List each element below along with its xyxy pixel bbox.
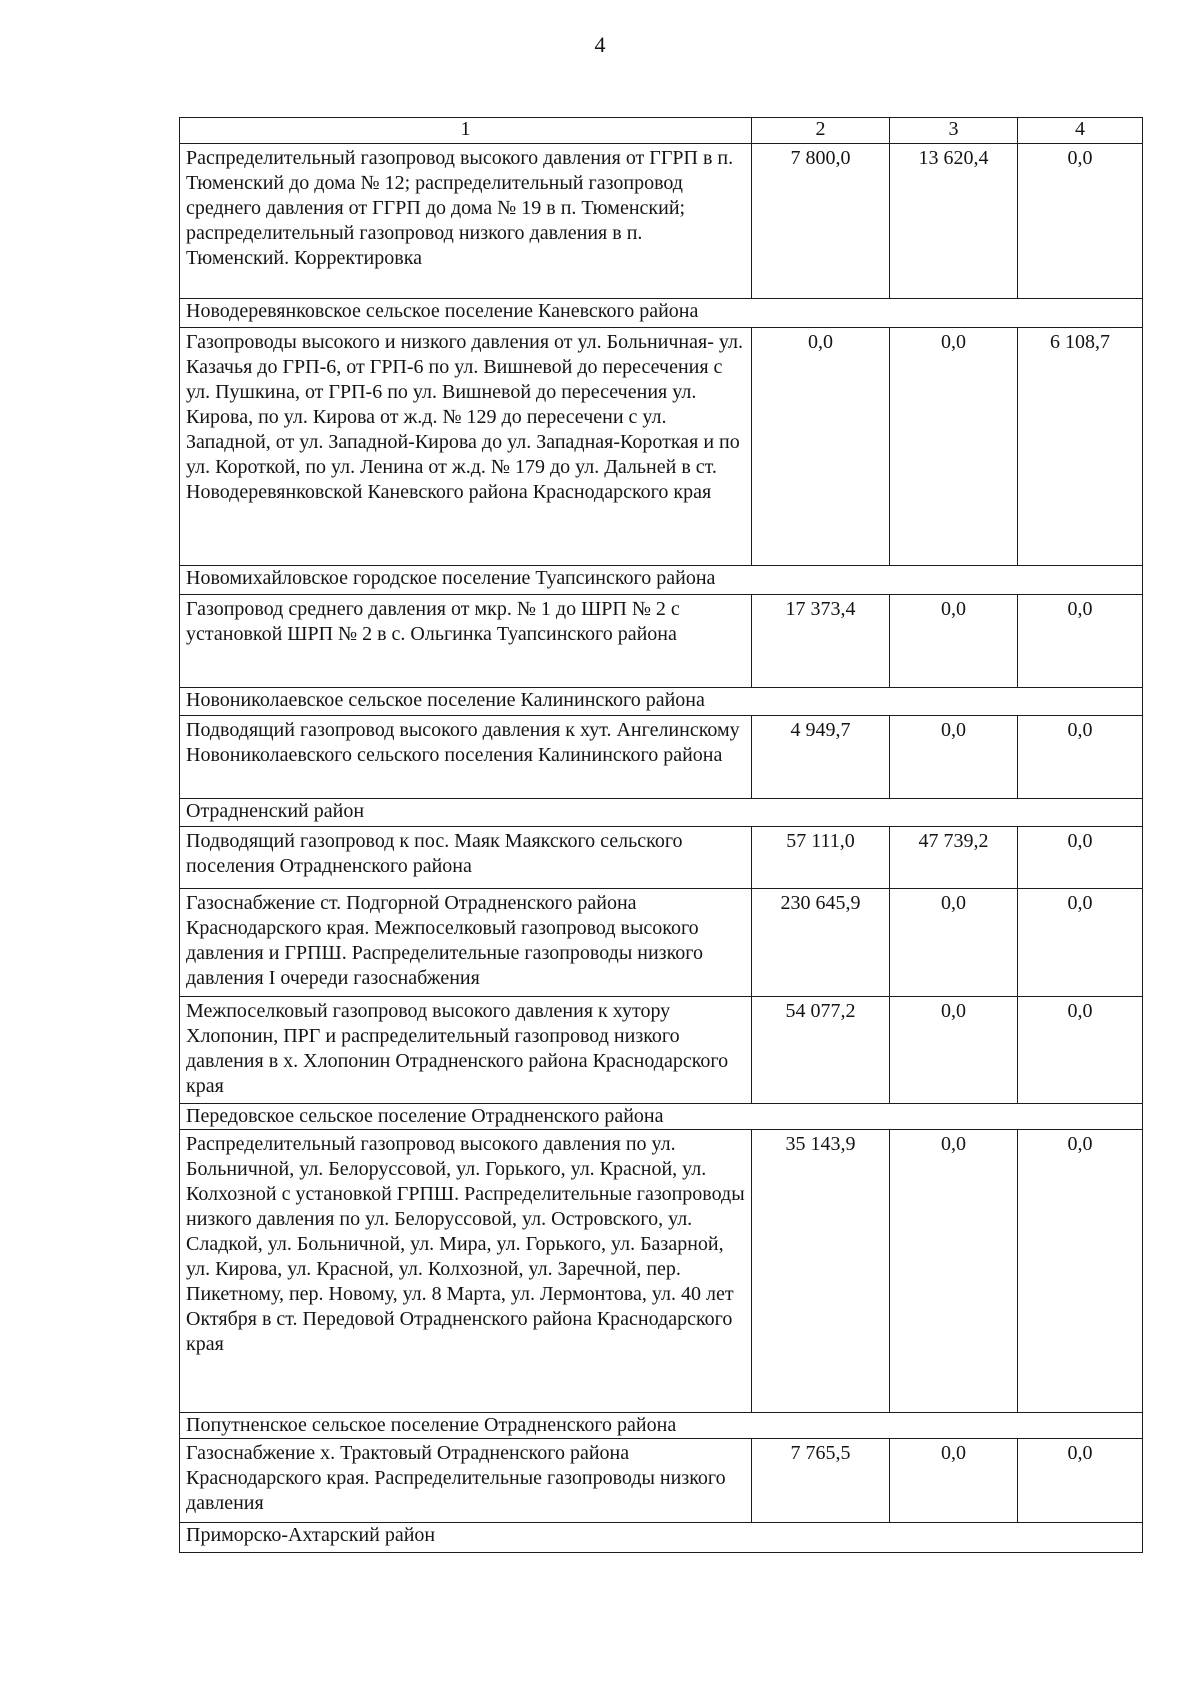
item-value-col3: 0,0 <box>890 1130 1018 1413</box>
table-row <box>180 595 1143 688</box>
gas-pipeline-table <box>179 117 1143 1553</box>
section-heading: Новомихайловское городское поселение Туапсинского района <box>180 566 1143 595</box>
item-description: Газопровод среднего давления от мкр. № 1 до ШРП № 2 с установкой ШРП № 2 в с. Ольгинка Туапсинского района <box>180 595 752 688</box>
table-row <box>180 328 1143 566</box>
item-value-col2: 54 077,2 <box>752 997 890 1104</box>
table-row <box>180 716 1143 799</box>
item-value-col4: 0,0 <box>1018 716 1143 799</box>
table-row <box>180 1130 1143 1413</box>
item-description: Распределительный газопровод высокого давления по ул. Больничной, ул. Белоруссовой, ул. Горького, ул. Красной, ул. Колхозной с установкой ГРПШ. Распределительные газопроводы низкого давления по ул. Белоруссовой, ул. Островского, ул. Сладкой, ул. Больничной, ул. Мира, ул. Горького, ул. Базарной, ул. Кирова, ул. Красной, ул. Колхозной, ул. Заречной, пер. Пикетному, пер. Новому, ул. 8 Марта, ул. Лермонтова, ул. 40 лет Октября в ст. Передовой Отрадненского района Краснодарского края <box>180 1130 752 1413</box>
item-value-col3: 0,0 <box>890 595 1018 688</box>
item-value-col4: 0,0 <box>1018 144 1143 299</box>
column-header-3: 3 <box>890 118 1018 144</box>
item-value-col4: 0,0 <box>1018 1130 1143 1413</box>
section-heading: Новониколаевское сельское поселение Калининского района <box>180 688 1143 716</box>
column-header-1: 1 <box>180 118 752 144</box>
item-description: Подводящий газопровод к пос. Маяк Маякского сельского поселения Отрадненского района <box>180 827 752 889</box>
table-row <box>180 827 1143 889</box>
item-value-col2: 17 373,4 <box>752 595 890 688</box>
item-value-col2: 4 949,7 <box>752 716 890 799</box>
item-value-col3: 0,0 <box>890 716 1018 799</box>
page-number: 4 <box>594 32 606 57</box>
item-description: Подводящий газопровод высокого давления к хут. Ангелинскому Новониколаевского сельского поселения Калининского района <box>180 716 752 799</box>
item-value-col4: 0,0 <box>1018 889 1143 997</box>
item-description: Газопроводы высокого и низкого давления от ул. Больничная- ул. Казачья до ГРП-6, от ГРП-6 по ул. Вишневой до пересечения с ул. Пушкина, от ГРП-6 по ул. Вишневой до пересечения ул. Кирова, по ул. Кирова от ж.д. № 129 до пересечени с ул. Западной, от ул. Западной-Кирова до ул. Западная-Короткая и по ул. Короткой, по ул. Ленина от ж.д. № 179 до ул. Дальней в ст. Новодеревянковской Каневского района Краснодарского края <box>180 328 752 566</box>
section-row <box>180 799 1143 827</box>
section-heading: Приморско-Ахтарский район <box>180 1523 1143 1553</box>
section-row <box>180 1104 1143 1130</box>
item-value-col3: 47 739,2 <box>890 827 1018 889</box>
section-heading: Новодеревянковское сельское поселение Каневского района <box>180 299 1143 328</box>
section-heading: Передовское сельское поселение Отрадненского района <box>180 1104 1143 1130</box>
table-header-row <box>180 118 1143 144</box>
item-description: Газоснабжение х. Трактовый Отрадненского района Краснодарского края. Распределительные газопроводы низкого давления <box>180 1439 752 1523</box>
column-header-2: 2 <box>752 118 890 144</box>
item-value-col2: 57 111,0 <box>752 827 890 889</box>
item-value-col4: 0,0 <box>1018 595 1143 688</box>
item-value-col3: 0,0 <box>890 889 1018 997</box>
column-header-4: 4 <box>1018 118 1143 144</box>
item-value-col3: 0,0 <box>890 997 1018 1104</box>
item-value-col4: 0,0 <box>1018 997 1143 1104</box>
table-row <box>180 1439 1143 1523</box>
item-value-col4: 6 108,7 <box>1018 328 1143 566</box>
section-row <box>180 1413 1143 1439</box>
section-heading: Попутненское сельское поселение Отрадненского района <box>180 1413 1143 1439</box>
item-value-col2: 0,0 <box>752 328 890 566</box>
section-row <box>180 566 1143 595</box>
table-row <box>180 889 1143 997</box>
item-description: Газоснабжение ст. Подгорной Отрадненского района Краснодарского края. Межпоселковый газопровод высокого давления и ГРПШ. Распределительные газопроводы низкого давления I очереди газоснабжения <box>180 889 752 997</box>
table-row <box>180 144 1143 299</box>
item-value-col3: 0,0 <box>890 328 1018 566</box>
item-value-col2: 230 645,9 <box>752 889 890 997</box>
section-heading: Отрадненский район <box>180 799 1143 827</box>
item-description: Межпоселковый газопровод высокого давления к хутору Хлопонин, ПРГ и распределительный газопровод низкого давления в х. Хлопонин Отрадненского района Краснодарского края <box>180 997 752 1104</box>
item-value-col4: 0,0 <box>1018 1439 1143 1523</box>
item-value-col2: 7 800,0 <box>752 144 890 299</box>
item-value-col3: 13 620,4 <box>890 144 1018 299</box>
item-value-col3: 0,0 <box>890 1439 1018 1523</box>
item-value-col2: 7 765,5 <box>752 1439 890 1523</box>
section-row <box>180 299 1143 328</box>
item-description: Распределительный газопровод высокого давления от ГГРП в п. Тюменский до дома № 12; распределительный газопровод среднего давления от ГГРП до дома № 19 в п. Тюменский; распределительный газопровод низкого давления в п. Тюменский. Корректировка <box>180 144 752 299</box>
item-value-col2: 35 143,9 <box>752 1130 890 1413</box>
section-row <box>180 1523 1143 1553</box>
section-row <box>180 688 1143 716</box>
item-value-col4: 0,0 <box>1018 827 1143 889</box>
table-row <box>180 997 1143 1104</box>
